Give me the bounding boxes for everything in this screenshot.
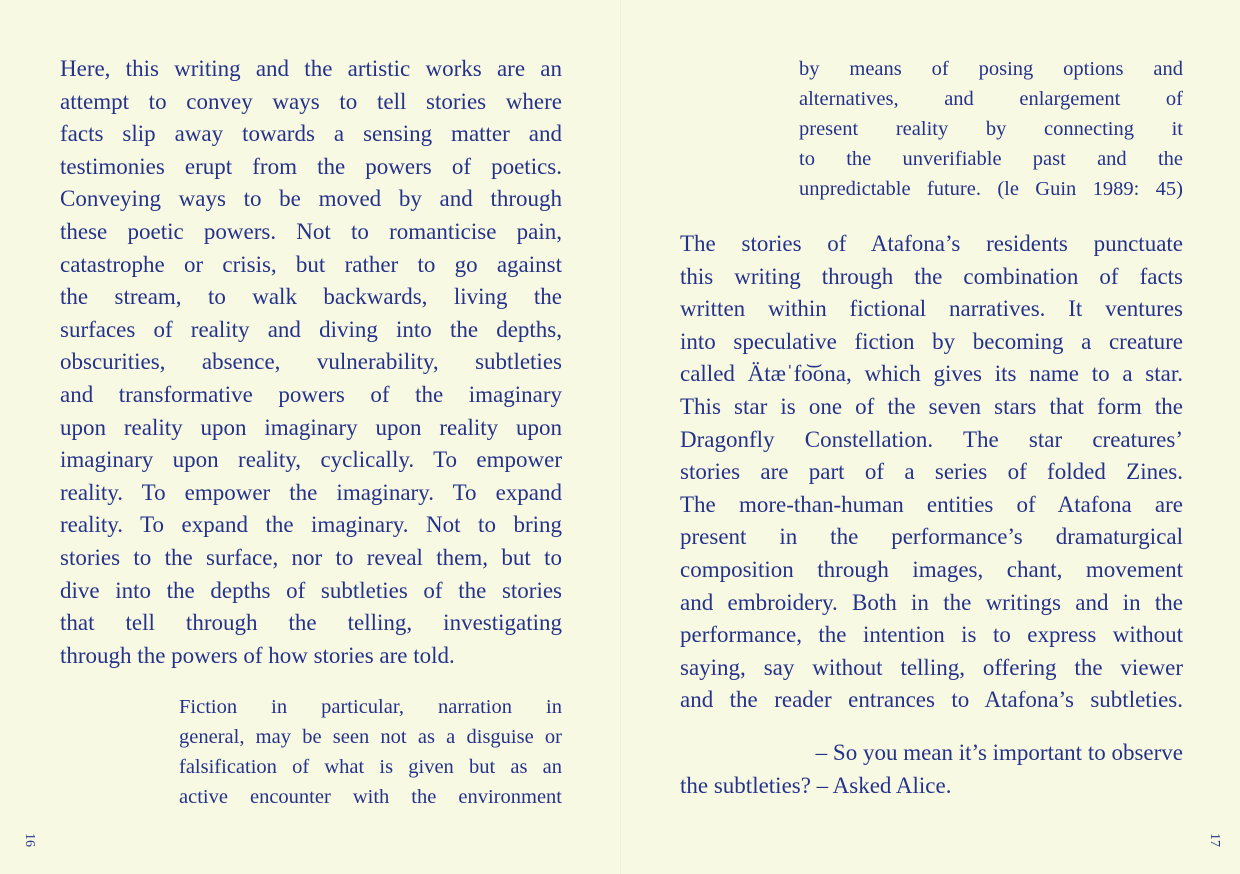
text-line: into speculative fiction by becoming a creature — [680, 328, 1183, 354]
quote-line: alternatives, and enlargement of — [799, 88, 1183, 110]
right-body-paragraph — [680, 228, 1183, 717]
text-line: performance, the intention is to express without — [680, 622, 1183, 648]
quote-line: by means of posing options and — [799, 58, 1183, 80]
left-block-quote — [179, 692, 562, 812]
quote-line: active encounter with the environment — [179, 786, 562, 808]
text-line: obscurities, absence, vulnerability, subtleties — [60, 349, 562, 375]
left-body-paragraph — [60, 53, 562, 672]
quote-line: Fiction in particular, narration in — [179, 696, 562, 718]
text-line: catastrophe or crisis, but rather to go against — [60, 251, 562, 277]
quote-line: present reality by connecting it — [799, 118, 1183, 140]
text-line: attempt to convey ways to tell stories where — [60, 88, 562, 114]
text-line: reality. To expand the imaginary. Not to bring — [60, 512, 562, 538]
text-line: through the powers of how stories are told. — [60, 642, 455, 668]
text-line: facts slip away towards a sensing matter and — [60, 121, 562, 147]
text-line: the stream, to walk backwards, living the — [60, 284, 562, 310]
page-number-left: 16 — [22, 833, 37, 847]
text-line: and the reader entrances to Atafona’s subtleties. — [680, 687, 1183, 713]
text-line: written within fictional narratives. It ventures — [680, 296, 1183, 322]
right-block-quote — [799, 54, 1183, 204]
text-line: The stories of Atafona’s residents punctuate — [680, 231, 1183, 256]
text-line: stories to the surface, nor to reveal them, but to — [60, 544, 562, 570]
text-line: This star is one of the seven stars that form the — [680, 393, 1183, 419]
text-line: and transformative powers of the imaginary — [60, 381, 562, 407]
text-line: composition through images, chant, movement — [680, 556, 1183, 582]
text-line: Conveying ways to be moved by and through — [60, 186, 562, 212]
quote-line: general, may be seen not as a disguise or — [179, 726, 562, 748]
text-line: present in the performance’s dramaturgical — [680, 524, 1183, 550]
text-line: testimonies erupt from the powers of poetics. — [60, 153, 562, 179]
dialogue-paragraph — [680, 737, 1183, 802]
right-page — [620, 0, 1240, 874]
text-line: saying, say without telling, offering the viewer — [680, 654, 1183, 680]
text-line: stories are part of a series of folded Zines. — [680, 459, 1183, 485]
text-line: The more-than-human entities of Atafona are — [680, 491, 1183, 517]
dialogue-line: – So you mean it’s important to observe — [815, 740, 1183, 765]
text-line: called Ätæˈfo͝ona, which gives its name to a star. — [680, 361, 1183, 387]
page-number-right: 17 — [1207, 833, 1222, 847]
text-line: Dragonfly Constellation. The star creatures’ — [680, 426, 1183, 452]
quote-line: unpredictable future. (le Guin 1989: 45) — [799, 178, 1183, 200]
text-line: surfaces of reality and diving into the depths, — [60, 316, 562, 342]
text-line: dive into the depths of subtleties of the stories — [60, 577, 562, 603]
quote-line: to the unverifiable past and the — [799, 148, 1183, 170]
text-line: Here, this writing and the artistic works are an — [60, 56, 562, 81]
text-line: these poetic powers. Not to romanticise pain, — [60, 218, 562, 244]
text-line: reality. To empower the imaginary. To expand — [60, 479, 562, 505]
text-line: upon reality upon imaginary upon reality upon — [60, 414, 562, 440]
text-line: and embroidery. Both in the writings and in the — [680, 589, 1183, 615]
quote-line: falsification of what is given but as an — [179, 756, 562, 778]
text-line: that tell through the telling, investigating — [60, 610, 562, 636]
dialogue-line: the subtleties? – Asked Alice. — [680, 772, 952, 798]
text-line: imaginary upon reality, cyclically. To empower — [60, 447, 562, 473]
text-line: this writing through the combination of facts — [680, 263, 1183, 289]
